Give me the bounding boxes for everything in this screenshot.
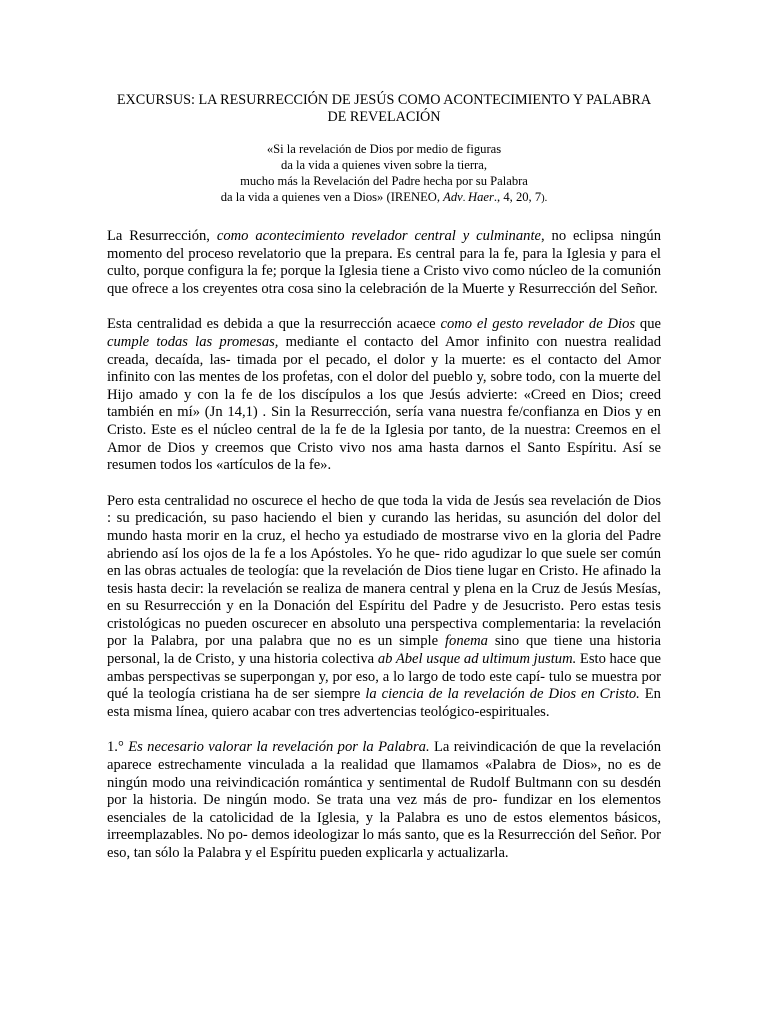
paragraph-3 [107, 493, 661, 722]
epigraph-line-3: mucho más la Revelación del Padre hecha por su Palabra [240, 174, 528, 188]
paragraph-2-text-e: mediante el contacto del Amor infinito con nuestra realidad creada, decaída, las- timada por el pecado, el dolor y la muerte: es el contacto del Amor infinito con las mentes de los profetas, con el dolor del pueblo y, sobre todo, con la muerte del Hijo amado y con la fe de los discípulos a los que Jesús advierte: «Creed en Dios; creed también en mí» (Jn 14,1) . Sin la Resurrección, sería vana nuestra fe/confianza en Dios y en Cristo. Este es el núcleo central de la fe de la Iglesia por tanto, de la nuestra: Creemos en el Amor de Dios y creemos que Cristo vivo nos ama hasta darnos el Santo Espíritu. Así se resumen todos los «artículos de la fe». [107, 333, 661, 474]
paragraph-2-text-c: que [635, 316, 661, 333]
epigraph-citation-end: ). [541, 193, 548, 204]
document-page [107, 92, 661, 863]
paragraph-3-text-g: En esta misma línea, quiero acabar con tres advertencias teológico-espirituales. [107, 686, 661, 720]
epigraph-citation-work: Adv [443, 190, 463, 204]
paragraph-2-emphasis-2: cumple todas las promesas, [107, 333, 279, 350]
epigraph-line-1: «Si la revelación de Dios por medio de figuras [266, 142, 502, 156]
paragraph-3-text-e: Esto hace que ambas perspectivas se superpongan y, por eso, a lo largo de todo este capí- tulo se muestra por qué la teología cristiana ha de ser siempre [107, 651, 661, 703]
epigraph-line-4 [107, 189, 661, 207]
paragraph-1-emphasis: como acontecimiento revelador central y culminante [216, 228, 541, 244]
epigraph-quote [107, 141, 661, 207]
paragraph-1-text-a: La Resurrección, [107, 228, 217, 244]
paragraph-2 [107, 316, 661, 474]
paragraph-4-number: 1.° [107, 739, 129, 756]
paragraph-2-text-a: Esta centralidad es debida a que la resurrección acaece [107, 316, 441, 333]
paragraph-4-text-c: La reivindicación de que la revelación aparece estrechamente vinculada a la realidad que llamamos «Palabra de Dios», no es de ningún modo una reivindicación romántica y sentimental de Rudolf Bultmann con su desdén por la historia. De ningún modo. Se trata una vez más de pro- fundizar en los elementos esenciales de la catolicidad de la Iglesia, y la Palabra es uno de estos elementos básicos, irreemplazables. No po- demos ideologizar lo más santo, que es la Resurrección del Señor. Por eso, tan sólo la Palabra y el Espíritu pueden explicarla y actualizarla. [107, 739, 661, 861]
epigraph-line-2: da la vida a quienes viven sobre la tierra, [281, 158, 487, 172]
document-title: EXCURSUS: LA RESURRECCIÓN DE JESÚS COMO ACONTECIMIENTO Y PALABRA DE REVELACIÓN [116, 92, 652, 125]
paragraph-1 [107, 228, 661, 298]
paragraph-2-emphasis-1: como el gesto revelador de Dios [440, 316, 636, 333]
paragraph-3-emphasis-3: la ciencia de la revelación de Dios en Cristo. [365, 686, 640, 703]
paragraph-3-text-a: Pero esta centralidad no oscurece el hecho de que toda la vida de Jesús sea revelación de Dios : su predicación, su paso haciendo el bien y curando las heridas, su asunción del dolor del mundo hasta morir en la cruz, el hecho ya estudiado de mostrarse vivo en la gloria del Padre abriendo así los ojos de la fe a los Apóstoles. Yo he que- rido agudizar lo que suele ser común en las obras actuales de teología: que la revelación de Dios tiene lugar en Cristo. He afinado la tesis hasta decir: la revelación se realiza de manera central y plena en la Cruz de Jesús Mesías, en su Resurrección y en la Donación del Espíritu del Padre y de Jesucristo. Pero estas tesis cristológicas no pueden oscurecer en absoluto una perspectiva complementaria: la revelación por la Palabra, por una palabra que no es un simple [107, 492, 661, 650]
epigraph-citation-ref: ., 4, 20, 7 [493, 190, 542, 204]
epigraph-citation-text: da la vida a quienes ven a Dios» (IRENEO, [220, 190, 444, 204]
paragraph-3-text-c: sino que tiene una historia personal, la de Cristo, y una historia colectiva [107, 633, 661, 668]
document-body [107, 228, 661, 863]
paragraph-4 [107, 739, 661, 862]
paragraph-3-emphasis-2: ab Abel usque ad ultimum justum. [377, 651, 577, 668]
paragraph-3-emphasis-1: fonema [444, 633, 488, 650]
paragraph-4-emphasis: Es necesario valorar la revelación por la Palabra. [128, 739, 430, 756]
epigraph-citation-work-2: Haer [468, 190, 494, 204]
paragraph-1-text-c: , no eclipsa ningún momento del proceso revelatorio que la prepara. Es central para la fe, para la Iglesia y para el culto, porque configura la fe; porque la Iglesia tiene a Cristo vivo como núcleo de la comunión que ofrece a los creyentes otra cosa sino la celebración de la Muerte y Resurrección del Señor. [107, 228, 661, 297]
epigraph-citation-dot: . [462, 193, 469, 204]
